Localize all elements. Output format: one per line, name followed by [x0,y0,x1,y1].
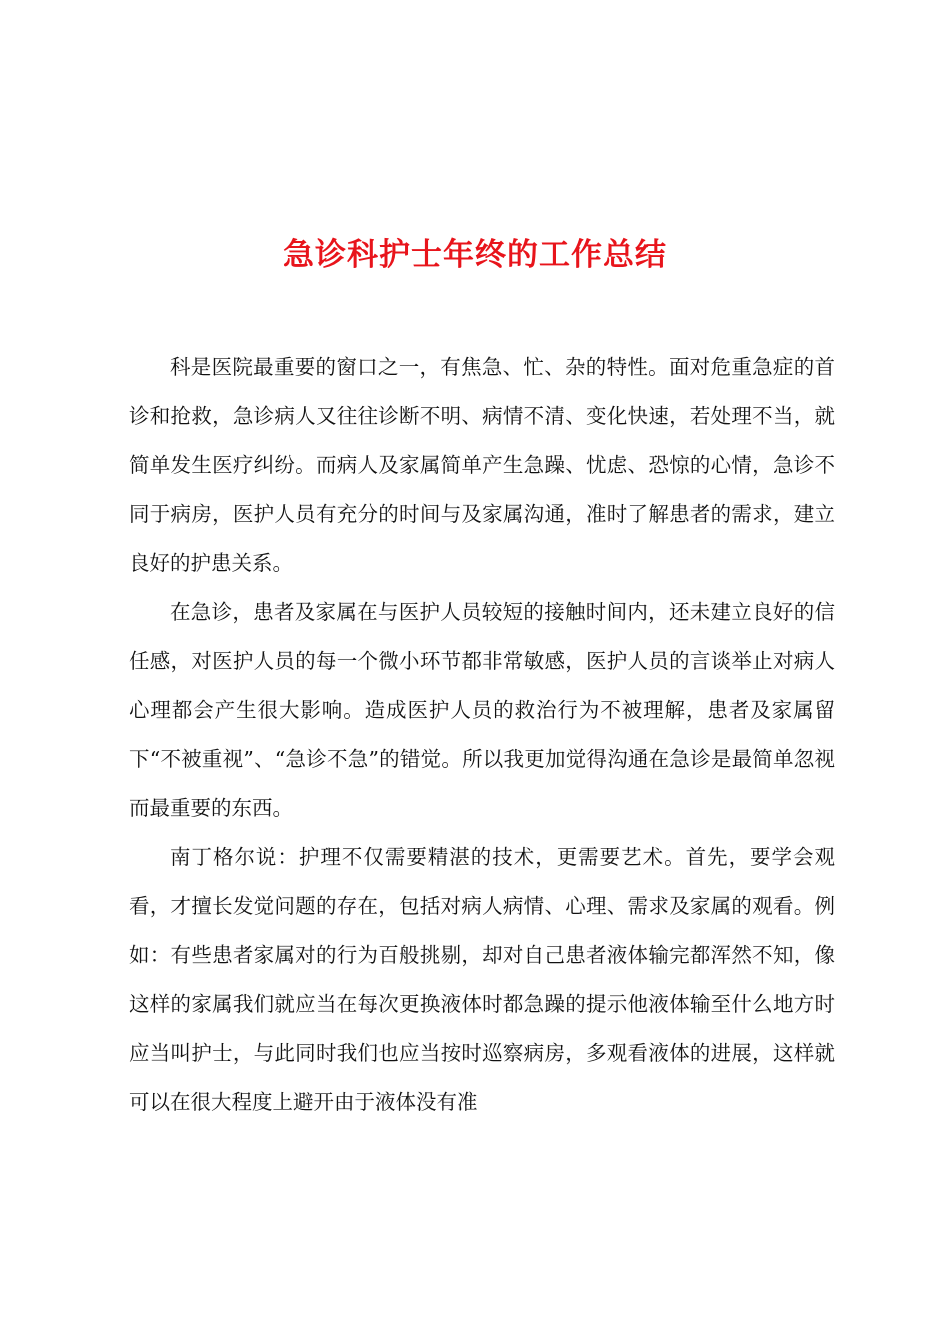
document-body [129,343,835,1127]
paragraph-1: 科是医院最重要的窗口之一，有焦急、忙、杂的特性。面对危重急症的首诊和抢救，急诊病人又往往诊断不明、病情不清、变化快速，若处理不当，就简单发生医疗纠纷。而病人及家属简单产生急躁、忧虑、恐惊的心情，急诊不同于病房，医护人员有充分的时间与及家属沟通，准时了解患者的需求，建立良好的护患关系。 [129,355,835,575]
paragraph-3: 南丁格尔说：护理不仅需要精湛的技术，更需要艺术。首先，要学会观看，才擅长发觉问题的存在，包括对病人病情、心理、需求及家属的观看。例如：有些患者家属对的行为百般挑剔，却对自己患者液体输完都浑然不知，像这样的家属我们就应当在每次更换液体时都急躁的提示他液体输至什么地方时应当叫护士，与此同时我们也应当按时巡察病房，多观看液体的进展，这样就可以在很大程度上避开由于液体没有准 [129,845,835,1114]
paragraph-2: 在急诊，患者及家属在与医护人员较短的接触时间内，还未建立良好的信任感，对医护人员的每一个微小环节都非常敏感，医护人员的言谈举止对病人心理都会产生很大影响。造成医护人员的救治行为不被理解，患者及家属留下“不被重视”、“急诊不急”的错觉。所以我更加觉得沟通在急诊是最简单忽视而最重要的东西。 [129,600,835,820]
document-title: 急诊科护士年终的工作总结 [283,236,667,273]
